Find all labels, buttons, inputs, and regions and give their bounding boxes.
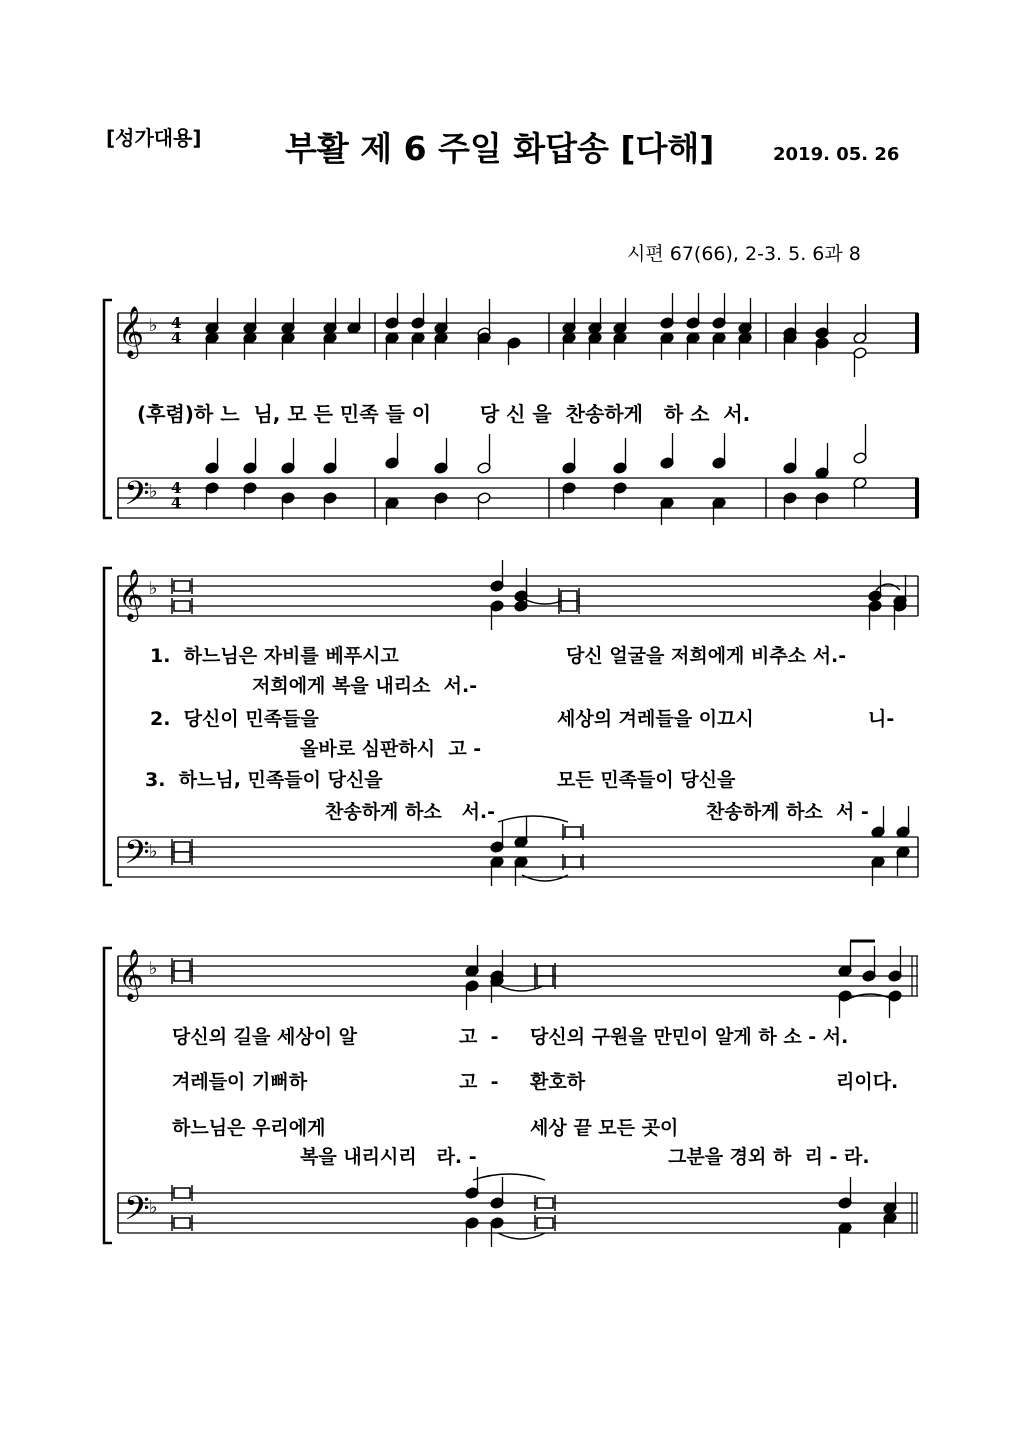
verse2-line-c: 니-	[868, 708, 895, 730]
verse3-line-f: 세상 끝 모든 곳이	[530, 1117, 679, 1139]
breve-note	[537, 966, 553, 976]
verse1-line-d: 당신의 길을 세상이 알	[172, 1026, 358, 1048]
verse3-line-a: 3. 하느님, 민족들이 당신을	[145, 769, 383, 791]
verse1-line-b: 당신 얼굴을 저희에게 비추소 서.-	[566, 645, 847, 667]
time-sig-bottom: 4	[171, 329, 182, 347]
verse2-line-e: 겨레들이 기뻐하	[172, 1071, 308, 1093]
verse1-line-f: 당신의 구원을 만민이 알게 하 소 - 서.	[530, 1026, 849, 1048]
verse1-line-e: 고 -	[459, 1026, 499, 1048]
verse2-line-b: 세상의 겨레들을 이끄시	[557, 708, 754, 730]
breve-note	[174, 601, 190, 611]
breve-note	[174, 1218, 190, 1228]
breve-note	[537, 1218, 553, 1228]
verse1-line-c: 저희에게 복을 내리소 서.-	[252, 675, 478, 697]
flat-sign: ♭	[149, 958, 158, 979]
tie	[846, 994, 894, 1000]
breve-note	[561, 601, 577, 611]
verse3-line-g: 복을 내리시리 라. -	[300, 1146, 477, 1168]
choir-tag: [성가대용]	[106, 126, 202, 150]
breve-note	[174, 1188, 190, 1198]
breve-note	[561, 591, 577, 601]
breve-note	[174, 961, 190, 971]
flat-sign: ♭	[149, 1197, 158, 1218]
verse2-line-g: 환호하	[530, 1071, 586, 1093]
tie	[876, 584, 900, 590]
system-bracket	[104, 568, 112, 885]
tie	[473, 1174, 545, 1180]
verse3-line-c: 찬송하게 하소 서.-	[325, 801, 496, 823]
breve-note	[174, 842, 190, 852]
bass-clef: 𝄢	[124, 1190, 150, 1236]
flat-sign: ♭	[149, 315, 158, 336]
tie	[498, 816, 568, 822]
breve-note	[565, 827, 581, 837]
treble-clef: 𝄞	[118, 306, 145, 357]
time-sig-top: 4	[171, 314, 182, 332]
verse3-line-d: 찬송하게 하소 서 -	[706, 801, 869, 823]
bass-clef: 𝄢	[124, 834, 150, 880]
date: 2019. 05. 26	[773, 144, 900, 165]
verse2-line-a: 2. 당신이 민족들을	[150, 708, 319, 730]
treble-clef: 𝄞	[118, 569, 145, 620]
time-sig-top: 4	[171, 479, 182, 497]
tie	[498, 1233, 545, 1239]
treble-clef: 𝄞	[118, 949, 145, 1000]
flat-sign: ♭	[149, 841, 158, 862]
refrain-lyrics: (후렴)하 느 님, 모 든 민족 들 이 당 신 을 찬송하게 하 소 서.	[137, 402, 751, 426]
breve-note	[174, 581, 190, 591]
breve-note	[537, 976, 553, 986]
notation-marks	[118, 293, 910, 1248]
bass-clef: 𝄢	[124, 475, 150, 521]
verse3-line-b: 모든 민족들이 당신을	[557, 769, 736, 791]
breve-note	[565, 857, 581, 867]
page-title: 부활 제 6 주일 화답송 [다해]	[285, 129, 715, 168]
flat-sign: ♭	[149, 578, 158, 599]
breve-note	[174, 852, 190, 862]
flat-sign: ♭	[149, 481, 158, 502]
time-sig-bottom: 4	[171, 494, 182, 512]
verse1-line-a: 1. 하느님은 자비를 베푸시고	[150, 645, 399, 667]
psalm-reference: 시편 67(66), 2-3. 5. 6과 8	[627, 243, 861, 265]
breve-note	[537, 1198, 553, 1208]
verse2-line-d: 올바로 심판하시 고 -	[300, 738, 482, 760]
system-bracket	[104, 948, 112, 1243]
verse3-line-e: 하느님은 우리에게	[172, 1117, 326, 1139]
system-bracket	[104, 300, 112, 518]
verse2-line-f: 고 -	[459, 1071, 499, 1093]
verse2-line-h: 리이다.	[836, 1071, 899, 1093]
breve-note	[174, 971, 190, 981]
verse3-line-h: 그분을 경외 하 리 - 라.	[668, 1146, 870, 1168]
tie	[522, 875, 568, 881]
